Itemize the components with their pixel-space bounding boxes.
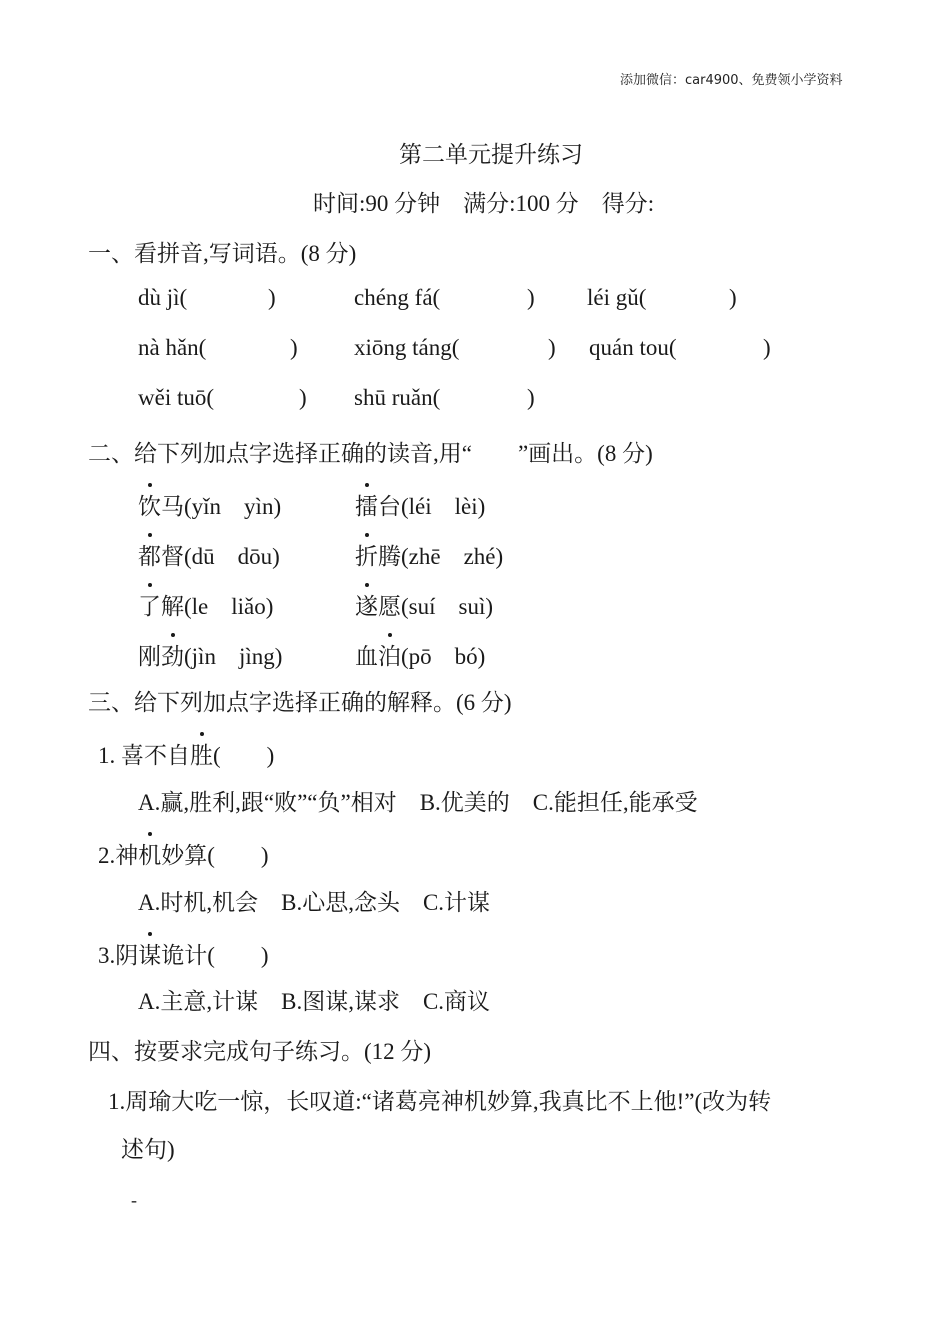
pinyin-item-1-close: ) (268, 285, 276, 310)
sentence-question-1: 1.周瑜大吃一惊，长叹道:“诸葛亮神机妙算,我真比不上他!”(改为转 (108, 1089, 772, 1114)
meaning-question-1: 1. 喜不自胜( ) (98, 737, 274, 770)
meaning-question-2: 2.神机妙算( ) (98, 837, 269, 870)
pinyin-item-2-close: ) (527, 285, 535, 310)
page-title: 第二单元提升练习 (399, 142, 583, 167)
reading-item-1: 饮马(yǐn yìn) (138, 488, 281, 521)
meaning-question-3: 3.阴谋诡计( ) (98, 937, 269, 970)
pinyin-item-4-close: ) (290, 335, 298, 360)
reading-item-6: 遂愿(suí suì) (355, 588, 493, 621)
pinyin-item-5: xiōng táng( (354, 335, 460, 360)
pinyin-item-8-close: ) (527, 385, 535, 410)
reading-item-5: 了解(le liǎo) (138, 588, 273, 621)
pinyin-item-2: chéng fá( (354, 285, 441, 310)
reading-item-3: 都督(dū dōu) (138, 538, 280, 571)
reading-item-8: 血泊(pō bó) (355, 638, 485, 671)
answer-line[interactable]: - (131, 1190, 137, 1210)
pinyin-item-1: dù jì( (138, 285, 188, 310)
pinyin-item-6-close: ) (763, 335, 771, 360)
pinyin-item-6: quán tou( (589, 335, 677, 360)
section-3-heading: 三、给下列加点字选择正确的解释。(6 分) (88, 690, 512, 715)
reading-item-7: 刚劲(jìn jìng) (138, 638, 282, 671)
section-4-heading: 四、按要求完成句子练习。(12 分) (88, 1039, 432, 1064)
reading-item-2: 擂台(léi lèi) (355, 488, 485, 521)
pinyin-item-4: nà hǎn( (138, 335, 207, 360)
exam-meta: 时间:90 分钟 满分:100 分 得分: (313, 191, 655, 216)
meaning-options-1: A.赢,胜利,跟“败”“负”相对 B.优美的 C.能担任,能承受 (138, 790, 698, 815)
pinyin-item-8: shū ruǎn( (354, 385, 441, 410)
section-2-heading: 二、给下列加点字选择正确的读音,用“ ”画出。(8 分) (88, 441, 653, 466)
pinyin-item-7: wěi tuō( (138, 385, 215, 410)
meaning-options-2: A.时机,机会 B.心思,念头 C.计谋 (138, 890, 491, 915)
sentence-question-1-cont: 述句) (121, 1137, 175, 1162)
section-1-heading: 一、看拼音,写词语。(8 分) (88, 241, 357, 266)
pinyin-item-5-close: ) (548, 335, 556, 360)
watermark: 添加微信：car4900、免费领小学资料 (620, 73, 843, 88)
pinyin-item-3: léi gǔ( (587, 285, 647, 310)
meaning-options-3: A.主意,计谋 B.图谋,谋求 C.商议 (138, 989, 491, 1014)
pinyin-item-7-close: ) (299, 385, 307, 410)
reading-item-4: 折腾(zhē zhé) (355, 538, 503, 571)
pinyin-item-3-close: ) (729, 285, 737, 310)
